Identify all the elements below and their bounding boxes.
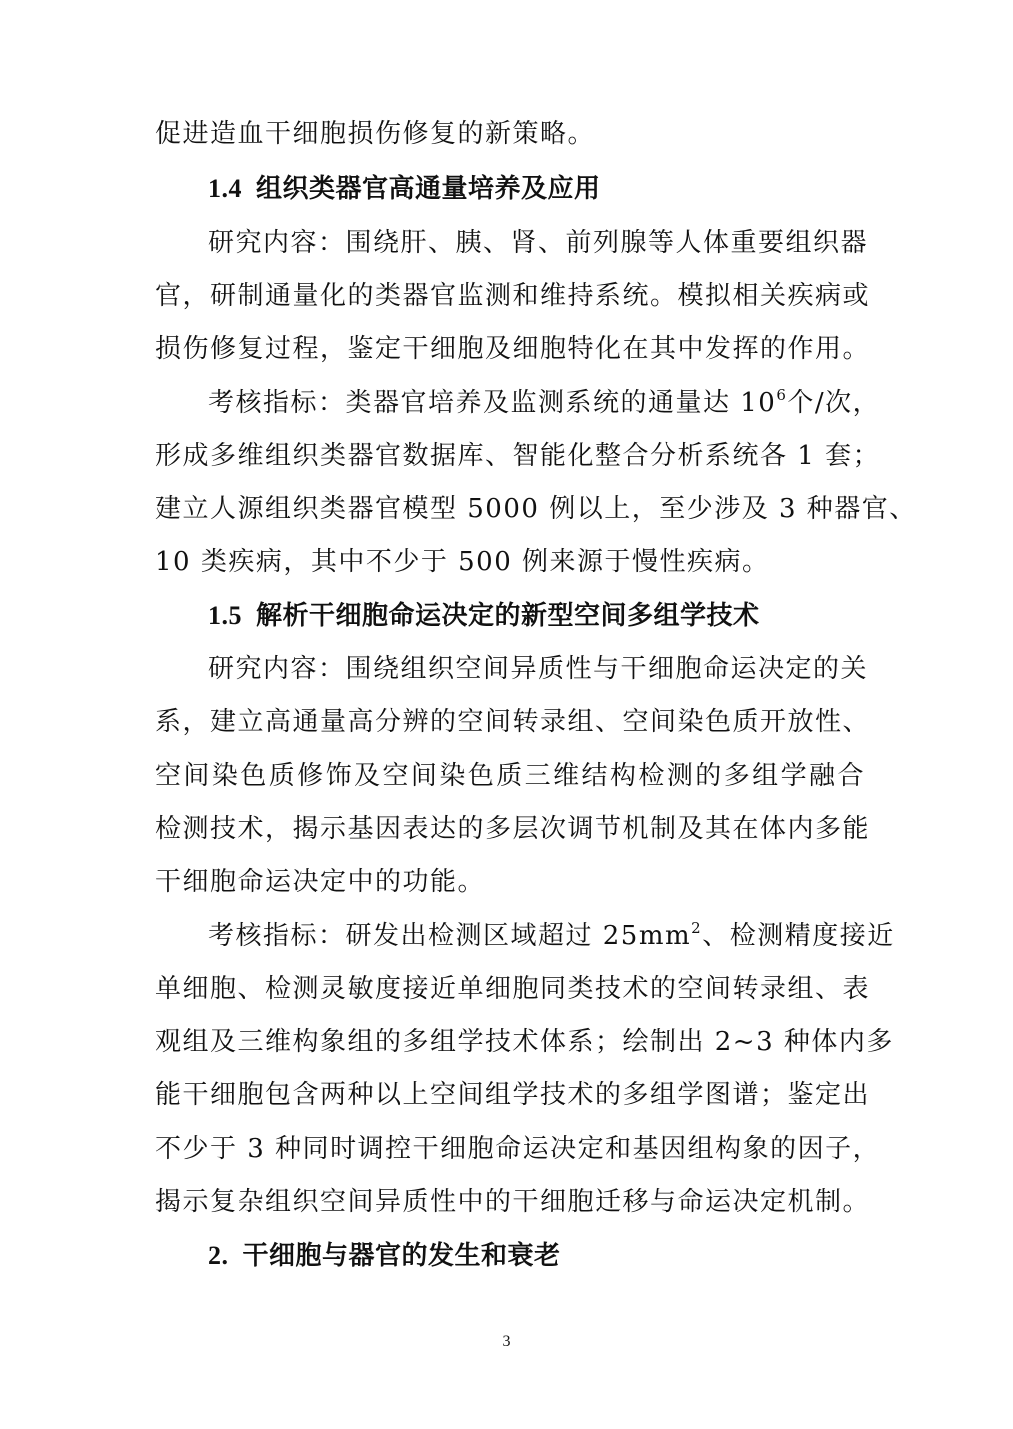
text-fragment: 、检测精度接近 xyxy=(702,921,895,951)
paragraph-line xyxy=(208,385,881,421)
paragraph-line: 空间染色质修饰及空间染色质三维结构检测的多组学融合 xyxy=(155,761,865,791)
paragraph-line: 10 类疾病，其中不少于 500 例来源于慢性疾病。 xyxy=(155,547,770,577)
paragraph-line: 揭示复杂组织空间异质性中的干细胞迁移与命运决定机制。 xyxy=(155,1187,871,1217)
section-number: 1.4 xyxy=(208,174,242,203)
superscript: 6 xyxy=(776,386,788,404)
text-fragment: 考核指标：类器官培养及监测系统的通量达 10 xyxy=(208,388,777,418)
section-number: 2. xyxy=(208,1241,229,1270)
section-heading-2 xyxy=(208,1238,865,1274)
text-fragment: 个/次， xyxy=(787,388,881,418)
paragraph-line: 官，研制通量化的类器官监测和维持系统。模拟相关疾病或 xyxy=(155,281,871,311)
page-number: 3 xyxy=(502,1333,511,1350)
paragraph-line: 观组及三维构象组的多组学技术体系；绘制出 2~3 种体内多 xyxy=(155,1027,894,1057)
paragraph-line: 干细胞命运决定中的功能。 xyxy=(155,867,486,897)
paragraph-line: 单细胞、检测灵敏度接近单细胞同类技术的空间转录组、表 xyxy=(155,974,871,1004)
section-title: 干细胞与器官的发生和衰老 xyxy=(242,1241,561,1271)
section-heading-1-5 xyxy=(208,598,865,634)
paragraph-line: 不少于 3 种同时调控干细胞命运决定和基因组构象的因子， xyxy=(155,1134,881,1164)
paragraph-line: 研究内容：围绕组织空间异质性与干细胞命运决定的关 xyxy=(208,654,869,684)
paragraph-line: 能干细胞包含两种以上空间组学技术的多组学图谱；鉴定出 xyxy=(155,1080,871,1110)
superscript: 2 xyxy=(691,919,703,937)
text-fragment: 考核指标：研发出检测区域超过 25mm xyxy=(208,921,692,951)
section-heading-1-4 xyxy=(208,171,865,207)
paragraph-line: 检测技术，揭示基因表达的多层次调节机制及其在体内多能 xyxy=(155,814,871,844)
paragraph-line xyxy=(208,918,895,954)
paragraph-line: 形成多维组织类器官数据库、智能化整合分析系统各 1 套； xyxy=(155,441,881,471)
section-title: 组织类器官高通量培养及应用 xyxy=(256,174,601,204)
paragraph-line: 研究内容：围绕肝、胰、肾、前列腺等人体重要组织器 xyxy=(208,228,869,258)
paragraph-line: 建立人源组织类器官模型 5000 例以上，至少涉及 3 种器官、 xyxy=(155,494,917,524)
paragraph-line: 促进造血干细胞损伤修复的新策略。 xyxy=(155,119,596,149)
section-number: 1.5 xyxy=(208,601,242,630)
paragraph-line: 损伤修复过程，鉴定干细胞及细胞特化在其中发挥的作用。 xyxy=(155,334,871,364)
paragraph-line: 系，建立高通量高分辨的空间转录组、空间染色质开放性、 xyxy=(155,707,871,737)
section-title: 解析干细胞命运决定的新型空间多组学技术 xyxy=(256,601,760,631)
